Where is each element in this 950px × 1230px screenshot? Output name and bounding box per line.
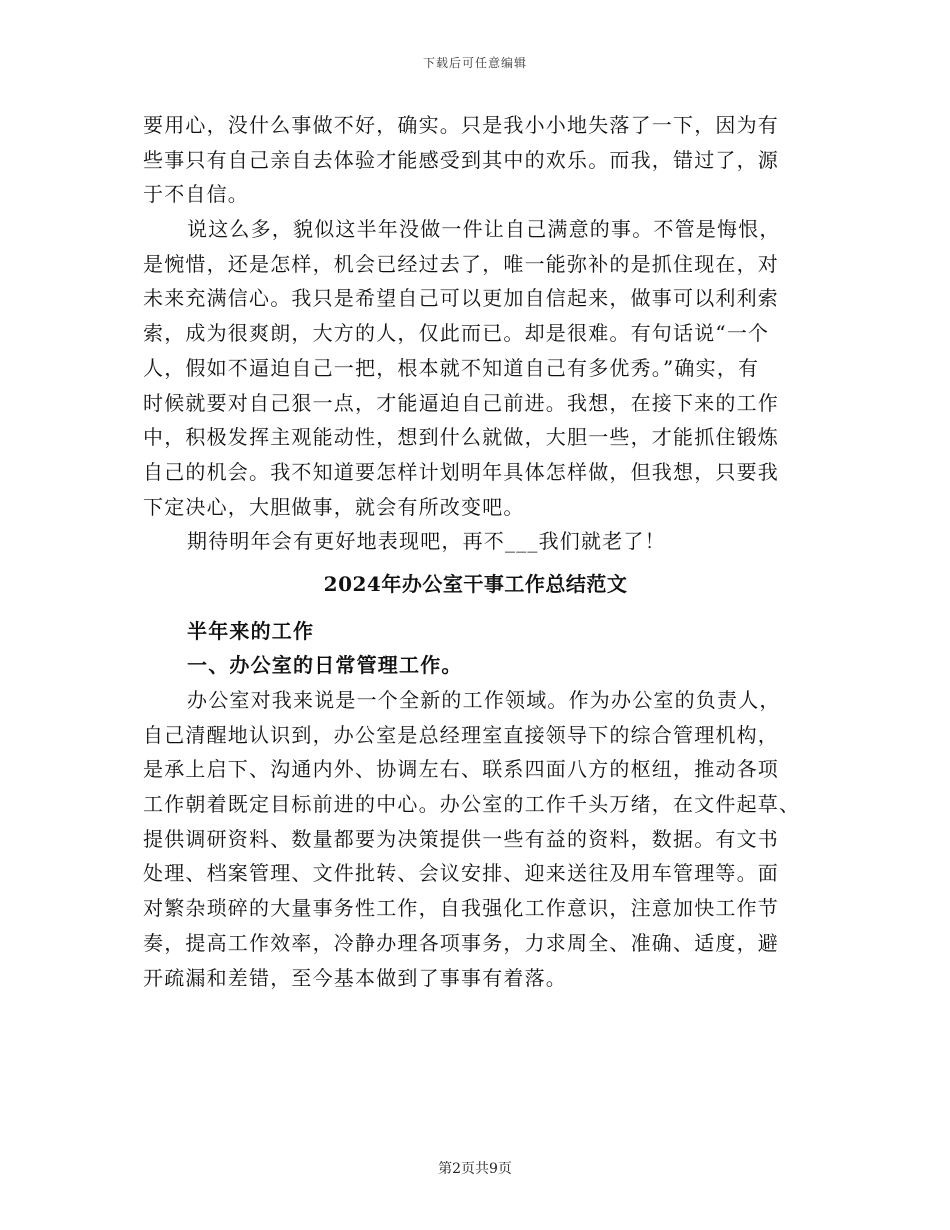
paragraph-line: 办公室对我来说是一个全新的工作领域。作为办公室的负责人，	[187, 688, 781, 712]
subheading: 一、办公室的日常管理工作。	[187, 653, 463, 678]
subheading: 半年来的工作	[187, 618, 315, 643]
paragraph-line: 自己的机会。我不知道要怎样计划明年具体怎样做，但我想，只要我	[143, 459, 779, 484]
paragraph-line: 要用心，没什么事做不好，确实。只是我小小地失落了一下，因为有	[143, 113, 779, 137]
paragraph-line: 奏，提高工作效率，冷静办理各项事务，力求周全、准确、适度，避	[143, 930, 779, 955]
paragraph-line: 中，积极发挥主观能动性，想到什么就做，大胆一些，才能抓住锻炼	[143, 425, 779, 450]
paragraph-line: 是承上启下、沟通内外、协调左右、联系四面八方的枢纽，推动各项	[143, 757, 779, 782]
paragraph-line: 说这么多，貌似这半年没做一件让自己满意的事。不管是悔恨，	[187, 217, 781, 242]
paragraph-line: 开疏漏和差错，至今基本做到了事事有着落。	[143, 965, 567, 990]
header-note: 下载后可任意编辑	[422, 56, 527, 70]
paragraph-line: 于不自信。	[143, 182, 249, 207]
paragraph-line: 自己清醒地认识到，办公室是总经理室直接领导下的综合管理机构，	[143, 722, 779, 747]
paragraph-line: 时候就要对自己狠一点，才能逼迫自己前进。我想，在接下来的工作	[143, 390, 779, 415]
paragraph-line: 对繁杂琐碎的大量事务性工作，自我强化工作意识，注意加快工作节	[143, 896, 779, 921]
section-title: 2024年办公室干事工作总结范文	[323, 571, 628, 596]
paragraph-line: 人，假如不逼迫自己一把，根本就不知道自己有多优秀。”确实，有	[143, 355, 760, 380]
paragraph-line: 未来充满信心。我只是希望自己可以更加自信起来，做事可以利利索	[143, 286, 779, 311]
paragraph-line: 是惋惜，还是怎样，机会已经过去了，唯一能弥补的是抓住现在，对	[143, 251, 779, 276]
document-body	[143, 108, 808, 995]
paragraph-line: 期待明年会有更好地表现吧，再不___我们就老了！	[187, 529, 666, 554]
page-number: 第2页共9页	[438, 1161, 512, 1177]
paragraph-line: 工作朝着既定目标前进的中心。办公室的工作千头万绪，在文件起草、	[143, 792, 801, 817]
paragraph-line: 下定决心，大胆做事，就会有所改变吧。	[143, 494, 525, 519]
paragraph-line: 索，成为很爽朗，大方的人，仅此而已。却是很难。有句话说“一个	[143, 321, 770, 346]
paragraph-line: 些事只有自己亲自去体验才能感受到其中的欢乐。而我，错过了，源	[143, 147, 779, 172]
paragraph-line: 提供调研资料、数量都要为决策提供一些有益的资料，数据。有文书	[143, 826, 779, 851]
paragraph-line: 处理、档案管理、文件批转、会议安排、迎来送往及用车管理等。面	[143, 861, 779, 886]
